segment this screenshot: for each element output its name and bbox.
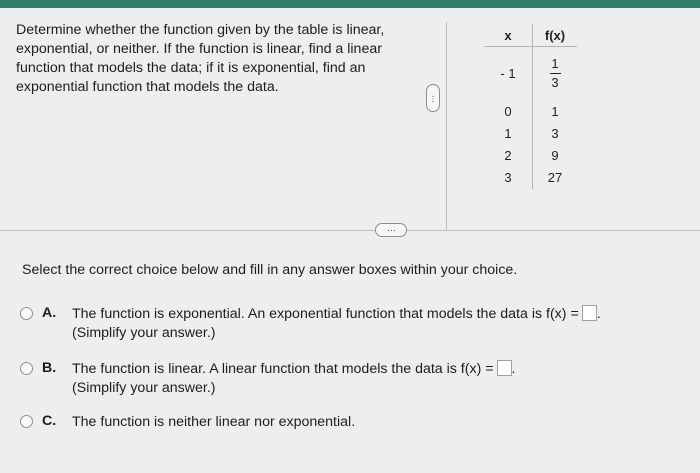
question-text: Determine whether the function given by the table is linear, exponential, or neither. If the function is linear, find a linear function that models the data; if it is exponential, find an exponential function that models the data.: [16, 22, 385, 95]
table-row: [484, 47, 577, 101]
cell-x: 3: [484, 167, 533, 189]
choice-text: [72, 305, 601, 324]
choice-trail: .: [596, 306, 601, 322]
choice-text: [72, 360, 515, 379]
choice-letter: B.: [42, 360, 57, 376]
radio-button-a[interactable]: [20, 307, 33, 320]
cell-x: 2: [484, 145, 533, 167]
table-row: [484, 101, 577, 123]
answer-box-b[interactable]: [497, 360, 512, 376]
expand-handle-vertical[interactable]: ⋯: [426, 84, 440, 112]
cell-x: 0: [484, 101, 533, 123]
table-header-row: [484, 24, 577, 47]
choice-letter: C.: [42, 413, 57, 429]
instruction-text: Select the correct choice below and fill in any answer boxes within your choice.: [22, 262, 518, 278]
expand-handle-horizontal[interactable]: ⋯: [375, 223, 407, 237]
cell-fx: 1: [551, 104, 559, 119]
choice-text-label: The function is linear. A linear function that models the data is f(x) =: [72, 361, 494, 377]
choice-text-label: The function is exponential. An exponential function that models the data is f(x) =: [72, 306, 579, 322]
fraction-numerator: 1: [551, 56, 559, 72]
fraction-denominator: 3: [551, 75, 559, 91]
cell-fx: 9: [551, 148, 559, 163]
header-fx: f(x): [533, 24, 578, 47]
header-x: x: [484, 24, 533, 47]
cell-fx: [533, 47, 578, 101]
cell-fx: 27: [547, 170, 563, 185]
choice-hint: (Simplify your answer.): [72, 380, 216, 396]
radio-button-b[interactable]: [20, 362, 33, 375]
data-table: [484, 24, 577, 189]
choice-hint: (Simplify your answer.): [72, 325, 216, 341]
vertical-divider: [446, 22, 447, 230]
cell-x: - 1: [484, 47, 533, 101]
top-accent-bar: [0, 0, 700, 8]
choice-letter: A.: [42, 305, 57, 321]
answer-box-a[interactable]: [582, 305, 597, 321]
table-row: [484, 167, 577, 189]
cell-fx: 3: [551, 126, 559, 141]
horizontal-divider: [0, 230, 700, 231]
fraction-bar: [550, 73, 561, 74]
choice-text: The function is neither linear nor exponential.: [72, 414, 356, 430]
cell-x: 1: [484, 123, 533, 145]
radio-button-c[interactable]: [20, 415, 33, 428]
table-row: [484, 145, 577, 167]
choice-trail: .: [511, 361, 516, 377]
table-row: [484, 123, 577, 145]
fraction: [550, 56, 561, 91]
